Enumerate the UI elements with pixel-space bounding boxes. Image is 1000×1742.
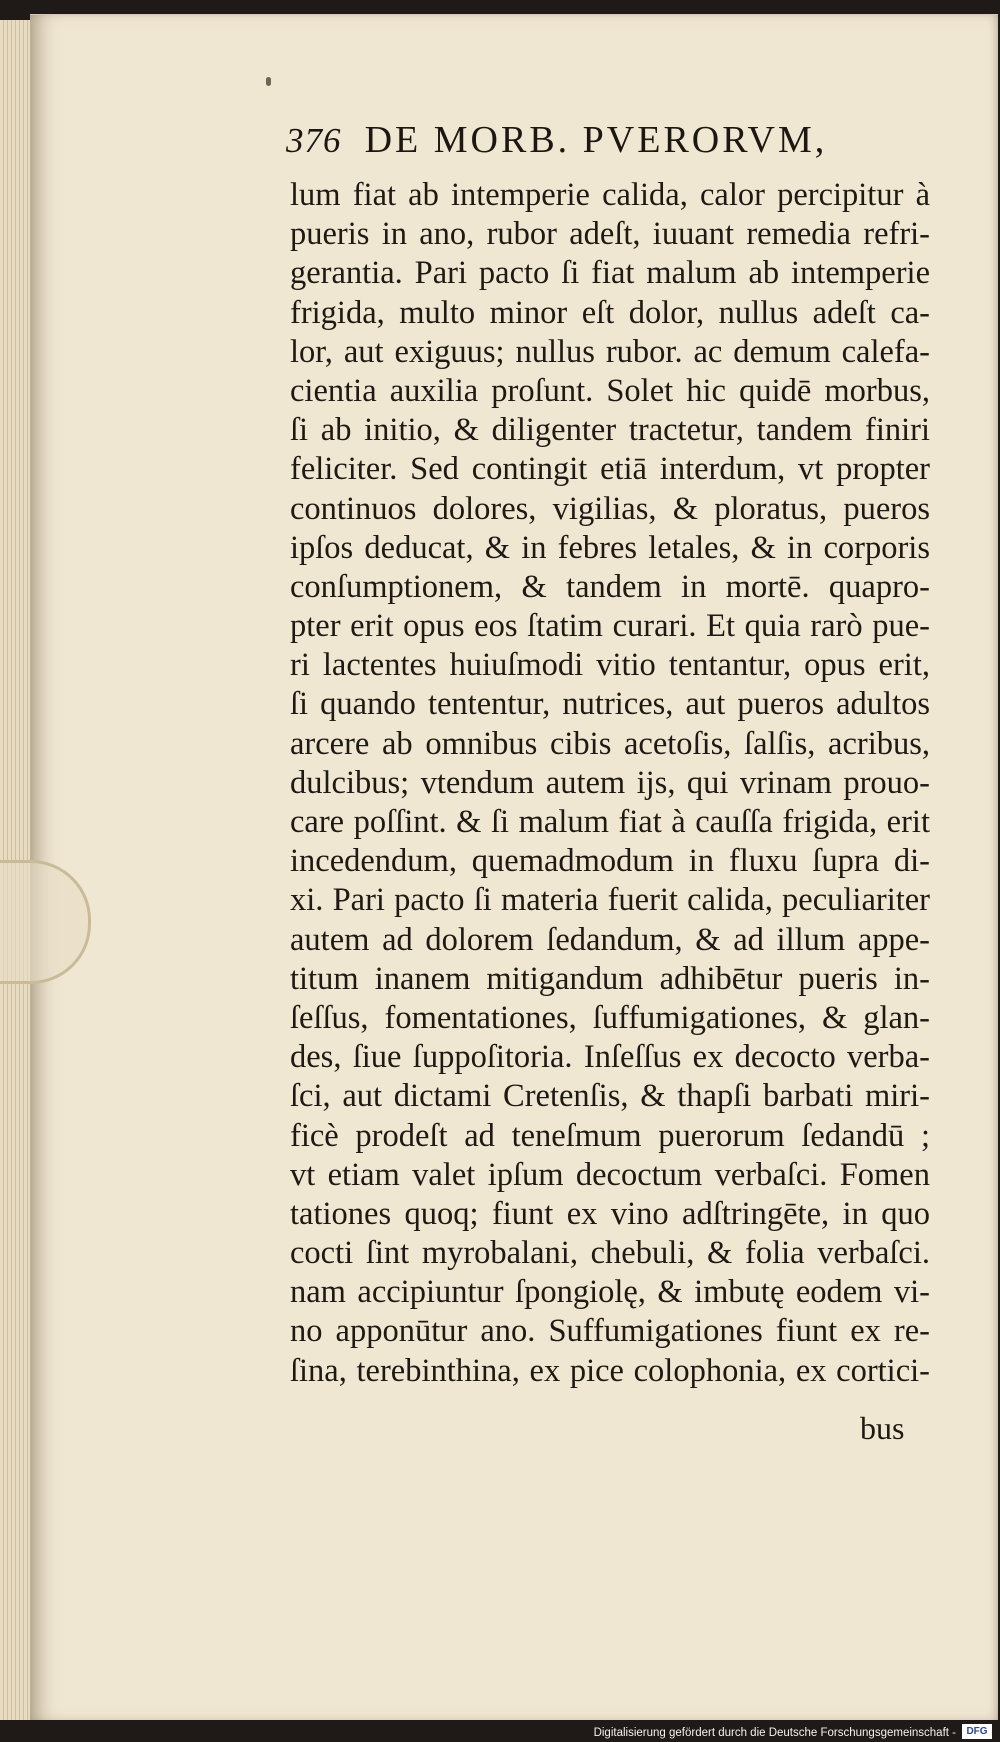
text-line: ri lactentes huiuſmodi vitio tentantur, opus erit, (290, 647, 930, 684)
page-header (286, 118, 926, 168)
text-line: ſina, terebinthina, ex pice colophonia, ex cortici- (290, 1352, 930, 1389)
text-line: frigida, multo minor eſt dolor, nullus adeſt ca- (290, 294, 930, 331)
text-line: titum inanem mitigandum adhibētur pueris in- (290, 960, 930, 997)
body-text (290, 176, 930, 1391)
text-line: ipſos deducat, & in febres letales, & in corporis (290, 529, 930, 566)
text-line: tationes quoq; fiunt ex vino adſtringēte, in quo (290, 1195, 930, 1232)
text-line: des, ſiue ſuppoſitoria. Inſeſſus ex decocto verba- (290, 1039, 930, 1076)
text-line: ſeſſus, fomentationes, ſuffumigationes, & glan- (290, 999, 930, 1036)
text-line: pueris in ano, rubor adeſt, iuuant remedia refri- (290, 216, 930, 253)
text-line: dulcibus; vtendum autem ijs, qui vrinam prouo- (290, 764, 930, 801)
text-line: ſci, aut dictami Cretenſis, & thapſi barbati miri- (290, 1078, 930, 1115)
text-line: cocti ſint myrobalani, chebuli, & folia verbaſci. (290, 1235, 930, 1272)
text-line: vt etiam valet ipſum decoctum verbaſci. Fomen (290, 1156, 930, 1193)
text-line: incedendum, quemadmodum in fluxu ſupra di- (290, 843, 930, 880)
running-title: DE MORB. PVERORVM, (364, 119, 828, 161)
dfg-logo: DFG (962, 1724, 992, 1739)
text-line: ficè prodeſt ad teneſmum puerorum ſedandū ; (290, 1117, 930, 1154)
text-line: care poſſint. & ſi malum fiat à cauſſa frigida, erit (290, 804, 930, 840)
text-line: lum fiat ab intemperie calida, calor percipitur à (290, 177, 930, 213)
funding-note: Digitalisierung gefördert durch die Deutsche Forschungsgemeinschaft - (593, 1727, 956, 1739)
text-line: feliciter. Sed contingit etiā interdum, vt propter (290, 451, 930, 488)
text-line: cientia auxilia proſunt. Solet hic quidē morbus, (290, 372, 930, 409)
text-line: ſi ab initio, & diligenter tractetur, tandem finiri (290, 412, 930, 449)
text-line: continuos dolores, vigilias, & ploratus, pueros (290, 490, 930, 527)
text-line: arcere ab omnibus cibis acetoſis, ſalſis, acribus, (290, 725, 930, 762)
text-line: pter erit opus eos ſtatim curari. Et quia rarò pue- (290, 608, 930, 645)
catchword: bus (860, 1410, 905, 1446)
text-line: nam accipiuntur ſpongiolę, & imbutę eodem vi- (290, 1274, 930, 1311)
page-number: 376 (286, 121, 342, 160)
text-line: gerantia. Pari pacto ſi fiat malum ab intemperie (290, 255, 930, 292)
text-line: lor, aut exiguus; nullus rubor. ac demum calefa- (290, 333, 930, 370)
text-line: conſumptionem, & tandem in mortē. quapro- (290, 568, 930, 605)
text-line: autem ad dolorem ſedandum, & ad illum appe- (290, 921, 930, 958)
ink-speck (266, 77, 271, 86)
text-line: ſi quando tententur, nutrices, aut pueros adultos (290, 686, 930, 723)
text-line: no apponūtur ano. Suffumigationes fiunt ex re- (290, 1313, 930, 1350)
text-line: xi. Pari pacto ſi materia fuerit calida, peculiariter (290, 882, 930, 919)
footer-bar (0, 1720, 1000, 1742)
